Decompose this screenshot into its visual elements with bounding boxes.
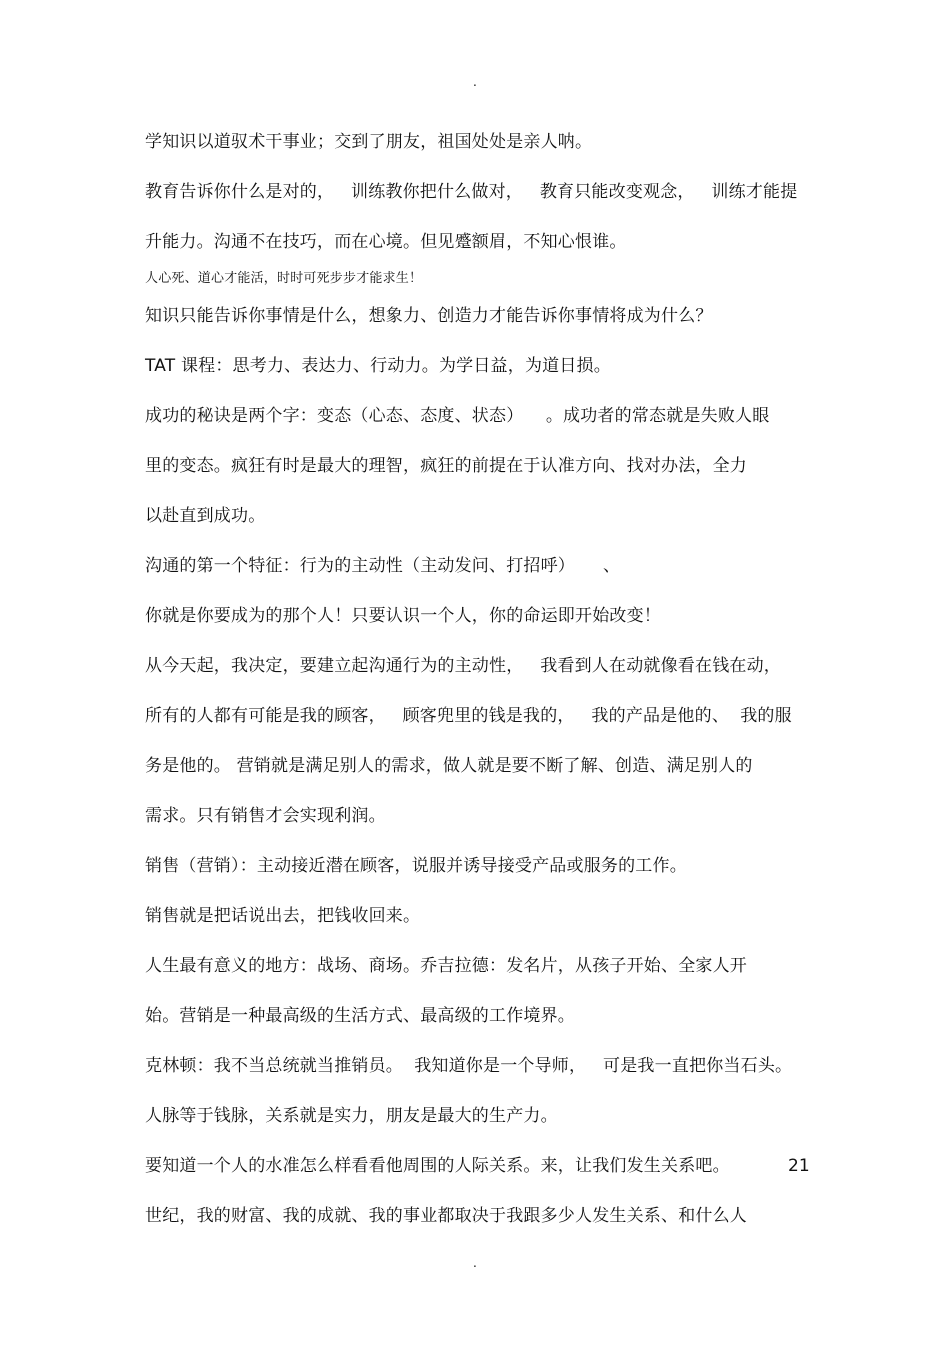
text-line: 以赴直到成功。 xyxy=(145,506,266,526)
trailing-number: 21 xyxy=(788,1156,810,1176)
text-line: 务是他的。 营销就是满足别人的需求，做人就是要不断了解、创造、满足别人的 xyxy=(145,756,753,776)
text-line: 升能力。沟通不在技巧，而在心境。但见蹙额眉，不知心恨谁。 xyxy=(145,232,627,252)
text-line: 需求。只有销售才会实现利润。 xyxy=(145,806,386,826)
text-line: 人脉等于钱脉，关系就是实力，朋友是最大的生产力。 xyxy=(145,1106,558,1126)
text-line: 销售（营销）：主动接近潜在顾客，说服并诱导接受产品或服务的工作。 xyxy=(145,856,687,876)
text-line: 成功的秘诀是两个字：变态（心态、态度、状态） 。成功者的常态就是失败人眼 xyxy=(145,406,770,426)
header-mark: . xyxy=(473,75,477,89)
text-line: 克林顿：我不当总统就当推销员。 我知道你是一个导师， 可是我一直把你当石头。 xyxy=(145,1056,793,1076)
text-line: 销售就是把话说出去，把钱收回来。 xyxy=(145,906,421,926)
text-line: 学知识以道驭术干事业；交到了朋友，祖国处处是亲人呐。 xyxy=(145,132,593,152)
text-line: 世纪，我的财富、我的成就、我的事业都取决于我跟多少人发生关系、和什么人 xyxy=(145,1206,747,1226)
text-line: 所有的人都有可能是我的顾客， 顾客兜里的钱是我的， 我的产品是他的、 我的服 xyxy=(145,706,792,726)
footer-mark: . xyxy=(473,1256,477,1270)
text-line: 要知道一个人的水准怎么样看看他周围的人际关系。来，让我们发生关系吧。 xyxy=(145,1156,730,1176)
text-line-small: 人心死、道心才能活，时时可死步步才能求生！ xyxy=(145,271,423,286)
text-line: 沟通的第一个特征：行为的主动性（主动发问、打招呼） 、 xyxy=(145,556,621,576)
text-line: 你就是你要成为的那个人！只要认识一个人，你的命运即开始改变！ xyxy=(145,606,661,626)
text-line: TAT 课程：思考力、表达力、行动力。为学日益，为道日损。 xyxy=(145,356,611,376)
text-line: 教育告诉你什么是对的， 训练教你把什么做对， 教育只能改变观念， 训练才能提 xyxy=(145,182,798,202)
text-line: 人生最有意义的地方：战场、商场。乔吉拉德：发名片，从孩子开始、全家人开 xyxy=(145,956,747,976)
text-line: 知识只能告诉你事情是什么，想象力、创造力才能告诉你事情将成为什么？ xyxy=(145,306,713,326)
text-line: 里的变态。疯狂有时是最大的理智，疯狂的前提在于认准方向、找对办法，全力 xyxy=(145,456,747,476)
text-line: 始。营销是一种最高级的生活方式、最高级的工作境界。 xyxy=(145,1006,575,1026)
text-line: 从今天起，我决定，要建立起沟通行为的主动性， 我看到人在动就像看在钱在动， xyxy=(145,656,782,676)
